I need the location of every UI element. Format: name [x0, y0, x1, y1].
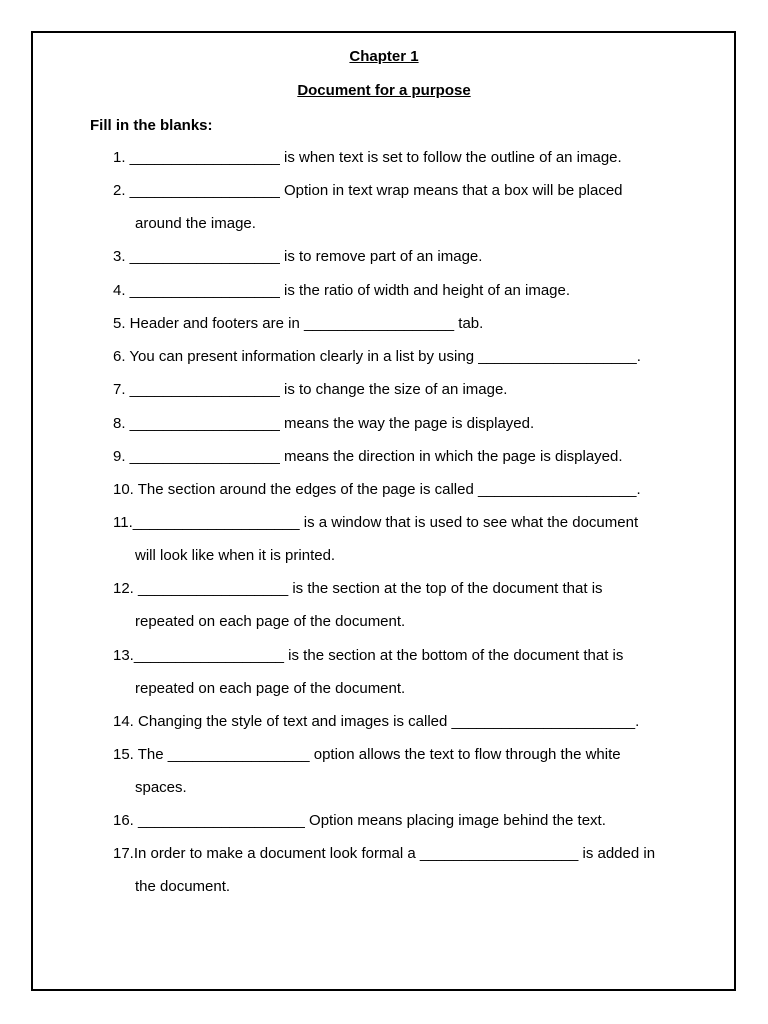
question-10: 10. The section around the edges of the page is called ___________________.: [113, 481, 641, 498]
question-13: 13.__________________ is the section at the bottom of the document that is: [113, 647, 624, 664]
question-2-continued: around the image.: [135, 215, 256, 232]
question-5: 5. Header and footers are in __________________ tab.: [113, 315, 484, 332]
question-7: 7. __________________ is to change the size of an image.: [113, 381, 508, 398]
question-9: 9. __________________ means the direction in which the page is displayed.: [113, 448, 623, 465]
question-17: 17.In order to make a document look formal a ___________________ is added in: [113, 845, 656, 862]
question-8: 8. __________________ means the way the page is displayed.: [113, 415, 535, 432]
question-15-continued: spaces.: [135, 779, 187, 796]
question-12-continued: repeated on each page of the document.: [135, 613, 406, 630]
document-title: Document for a purpose: [297, 82, 471, 99]
question-1: 1. __________________ is when text is set to follow the outline of an image.: [113, 149, 622, 166]
question-3: 3. __________________ is to remove part of an image.: [113, 248, 483, 265]
question-11-continued: will look like when it is printed.: [135, 547, 336, 564]
instruction-heading: Fill in the blanks:: [90, 117, 213, 134]
question-6: 6. You can present information clearly in a list by using ___________________.: [113, 348, 641, 365]
chapter-title: Chapter 1: [349, 48, 419, 65]
question-4: 4. __________________ is the ratio of width and height of an image.: [113, 282, 571, 299]
question-16: 16. ____________________ Option means placing image behind the text.: [113, 812, 606, 829]
question-14: 14. Changing the style of text and images is called ______________________.: [113, 713, 640, 730]
question-17-continued: the document.: [135, 878, 231, 895]
question-2: 2. __________________ Option in text wrap means that a box will be placed: [113, 182, 623, 199]
question-13-continued: repeated on each page of the document.: [135, 680, 406, 697]
question-11: 11.____________________ is a window that is used to see what the document: [113, 514, 639, 531]
question-15: 15. The _________________ option allows the text to flow through the white: [113, 746, 621, 763]
question-12: 12. __________________ is the section at the top of the document that is: [113, 580, 603, 597]
